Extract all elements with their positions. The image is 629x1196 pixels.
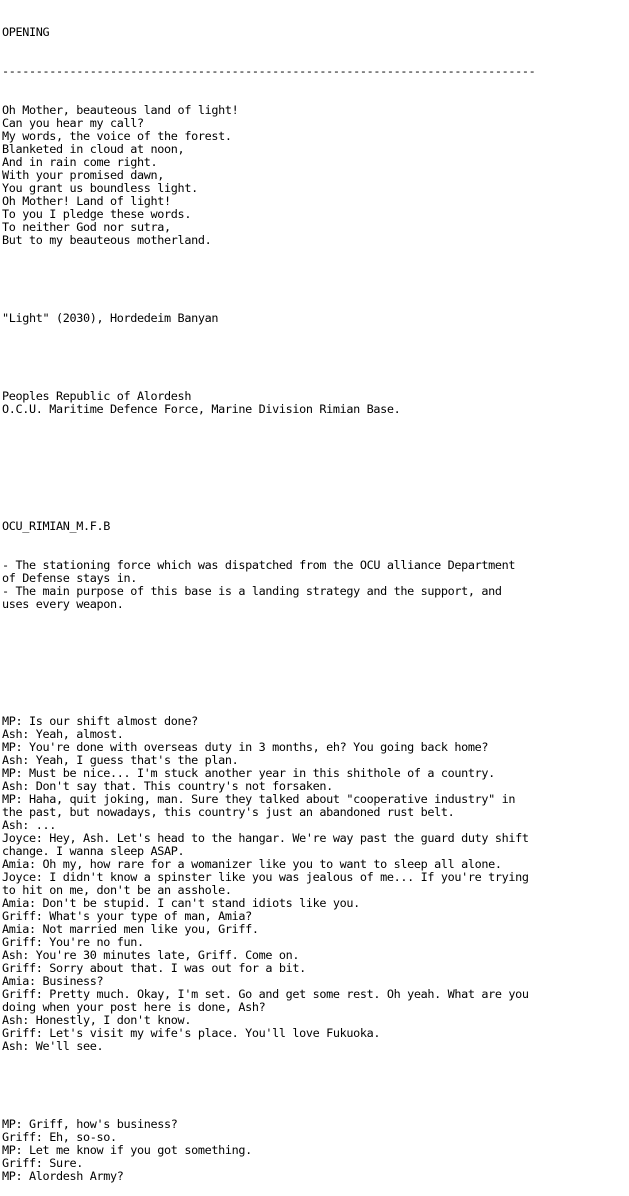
text-line: Griff: What's your type of man, Amia? (2, 909, 252, 923)
text-line: Can you hear my call? (2, 116, 144, 130)
text-line: Griff: Let's visit my wife's place. You'll love Fukuoka. (2, 1026, 381, 1040)
text-line: change. I wanna sleep ASAP. (2, 844, 185, 858)
base-id: OCU_RIMIAN_M.F.B (2, 519, 111, 533)
text-line: - The stationing force which was dispatched from the OCU alliance Department (2, 558, 516, 572)
text-line: Ash: Don't say that. This country's not forsaken. (2, 779, 333, 793)
text-line: Oh Mother, beauteous land of light! (2, 103, 239, 117)
blank-line (2, 1079, 629, 1092)
text-line: Peoples Republic of Alordesh (2, 389, 192, 403)
text-line: But to my beauteous motherland. (2, 233, 212, 247)
text-line: Blanketed in cloud at noon, (2, 142, 185, 156)
text-line: MP: Alordesh Army? (2, 1169, 124, 1183)
text-line: Joyce: Hey, Ash. Let's head to the hangar. We're way past the guard duty shift (2, 831, 529, 845)
text-line: Amia: Oh my, how rare for a womanizer like you to want to sleep all alone. (2, 857, 502, 871)
blank-line (2, 676, 629, 689)
text-line: Ash: We'll see. (2, 1039, 104, 1053)
text-line: Ash: ... (2, 818, 57, 832)
text-line: Ash: You're 30 minutes late, Griff. Come on. (2, 948, 300, 962)
blank-line (2, 637, 629, 650)
text-line: of Defense stays in. (2, 571, 138, 585)
text-line: doing when your post here is done, Ash? (2, 1000, 266, 1014)
text-line: Ash: Honestly, I don't know. (2, 1013, 192, 1027)
text-line: MP: Let me know if you got something. (2, 1143, 252, 1157)
text-line: to hit on me, don't be an asshole. (2, 883, 232, 897)
base-notes-block (2, 559, 629, 611)
text-line: And in rain come right. (2, 155, 158, 169)
text-line: uses every weapon. (2, 597, 124, 611)
text-line: Ash: Yeah, I guess that's the plan. (2, 753, 239, 767)
dialogue-block-1 (2, 715, 629, 1053)
text-line: Griff: You're no fun. (2, 935, 144, 949)
text-line: Amia: Not married men like you, Griff. (2, 922, 259, 936)
poem-block (2, 104, 629, 247)
document-text (2, 0, 629, 1196)
poem-citation: "Light" (2030), Hordedeim Banyan (2, 311, 219, 325)
text-line: My words, the voice of the forest. (2, 129, 232, 143)
text-line: Griff: Eh, so-so. (2, 1130, 117, 1144)
location-block (2, 390, 629, 416)
blank-line (2, 442, 629, 455)
text-line: To neither God nor sutra, (2, 220, 171, 234)
text-line: To you I pledge these words. (2, 207, 192, 221)
text-line: the past, but nowadays, this country's just an abandoned rust belt. (2, 805, 455, 819)
text-line: Ash: Yeah, almost. (2, 727, 124, 741)
text-line: Amia: Business? (2, 974, 104, 988)
blank-line (2, 273, 629, 286)
text-line: O.C.U. Maritime Defence Force, Marine Division Rimian Base. (2, 402, 401, 416)
text-line: Griff: Pretty much. Okay, I'm set. Go and get some rest. Oh yeah. What are you (2, 987, 529, 1001)
text-line: Griff: Sure. (2, 1156, 84, 1170)
text-line: Amia: Don't be stupid. I can't stand idiots like you. (2, 896, 360, 910)
document-heading: OPENING (2, 25, 50, 39)
text-line: MP: Is our shift almost done? (2, 714, 198, 728)
text-line: MP: Haha, quit joking, man. Sure they talked about "cooperative industry" in (2, 792, 516, 806)
text-line: - The main purpose of this base is a landing strategy and the support, and (2, 584, 502, 598)
text-line: With your promised dawn, (2, 168, 165, 182)
divider-line: ------------------------------------------------------------------------------- (2, 65, 536, 78)
blank-line (2, 351, 629, 364)
text-line: You grant us boundless light. (2, 181, 198, 195)
text-line: Griff: Sorry about that. I was out for a bit. (2, 961, 306, 975)
text-line: MP: You're done with overseas duty in 3 months, eh? You going back home? (2, 740, 489, 754)
blank-line (2, 481, 629, 494)
text-line: MP: Must be nice... I'm stuck another year in this shithole of a country. (2, 766, 495, 780)
text-line: Joyce: I didn't know a spinster like you was jealous of me... If you're trying (2, 870, 529, 884)
dialogue-block-2 (2, 1118, 629, 1183)
text-line: MP: Griff, how's business? (2, 1117, 178, 1131)
text-line: Oh Mother! Land of light! (2, 194, 171, 208)
